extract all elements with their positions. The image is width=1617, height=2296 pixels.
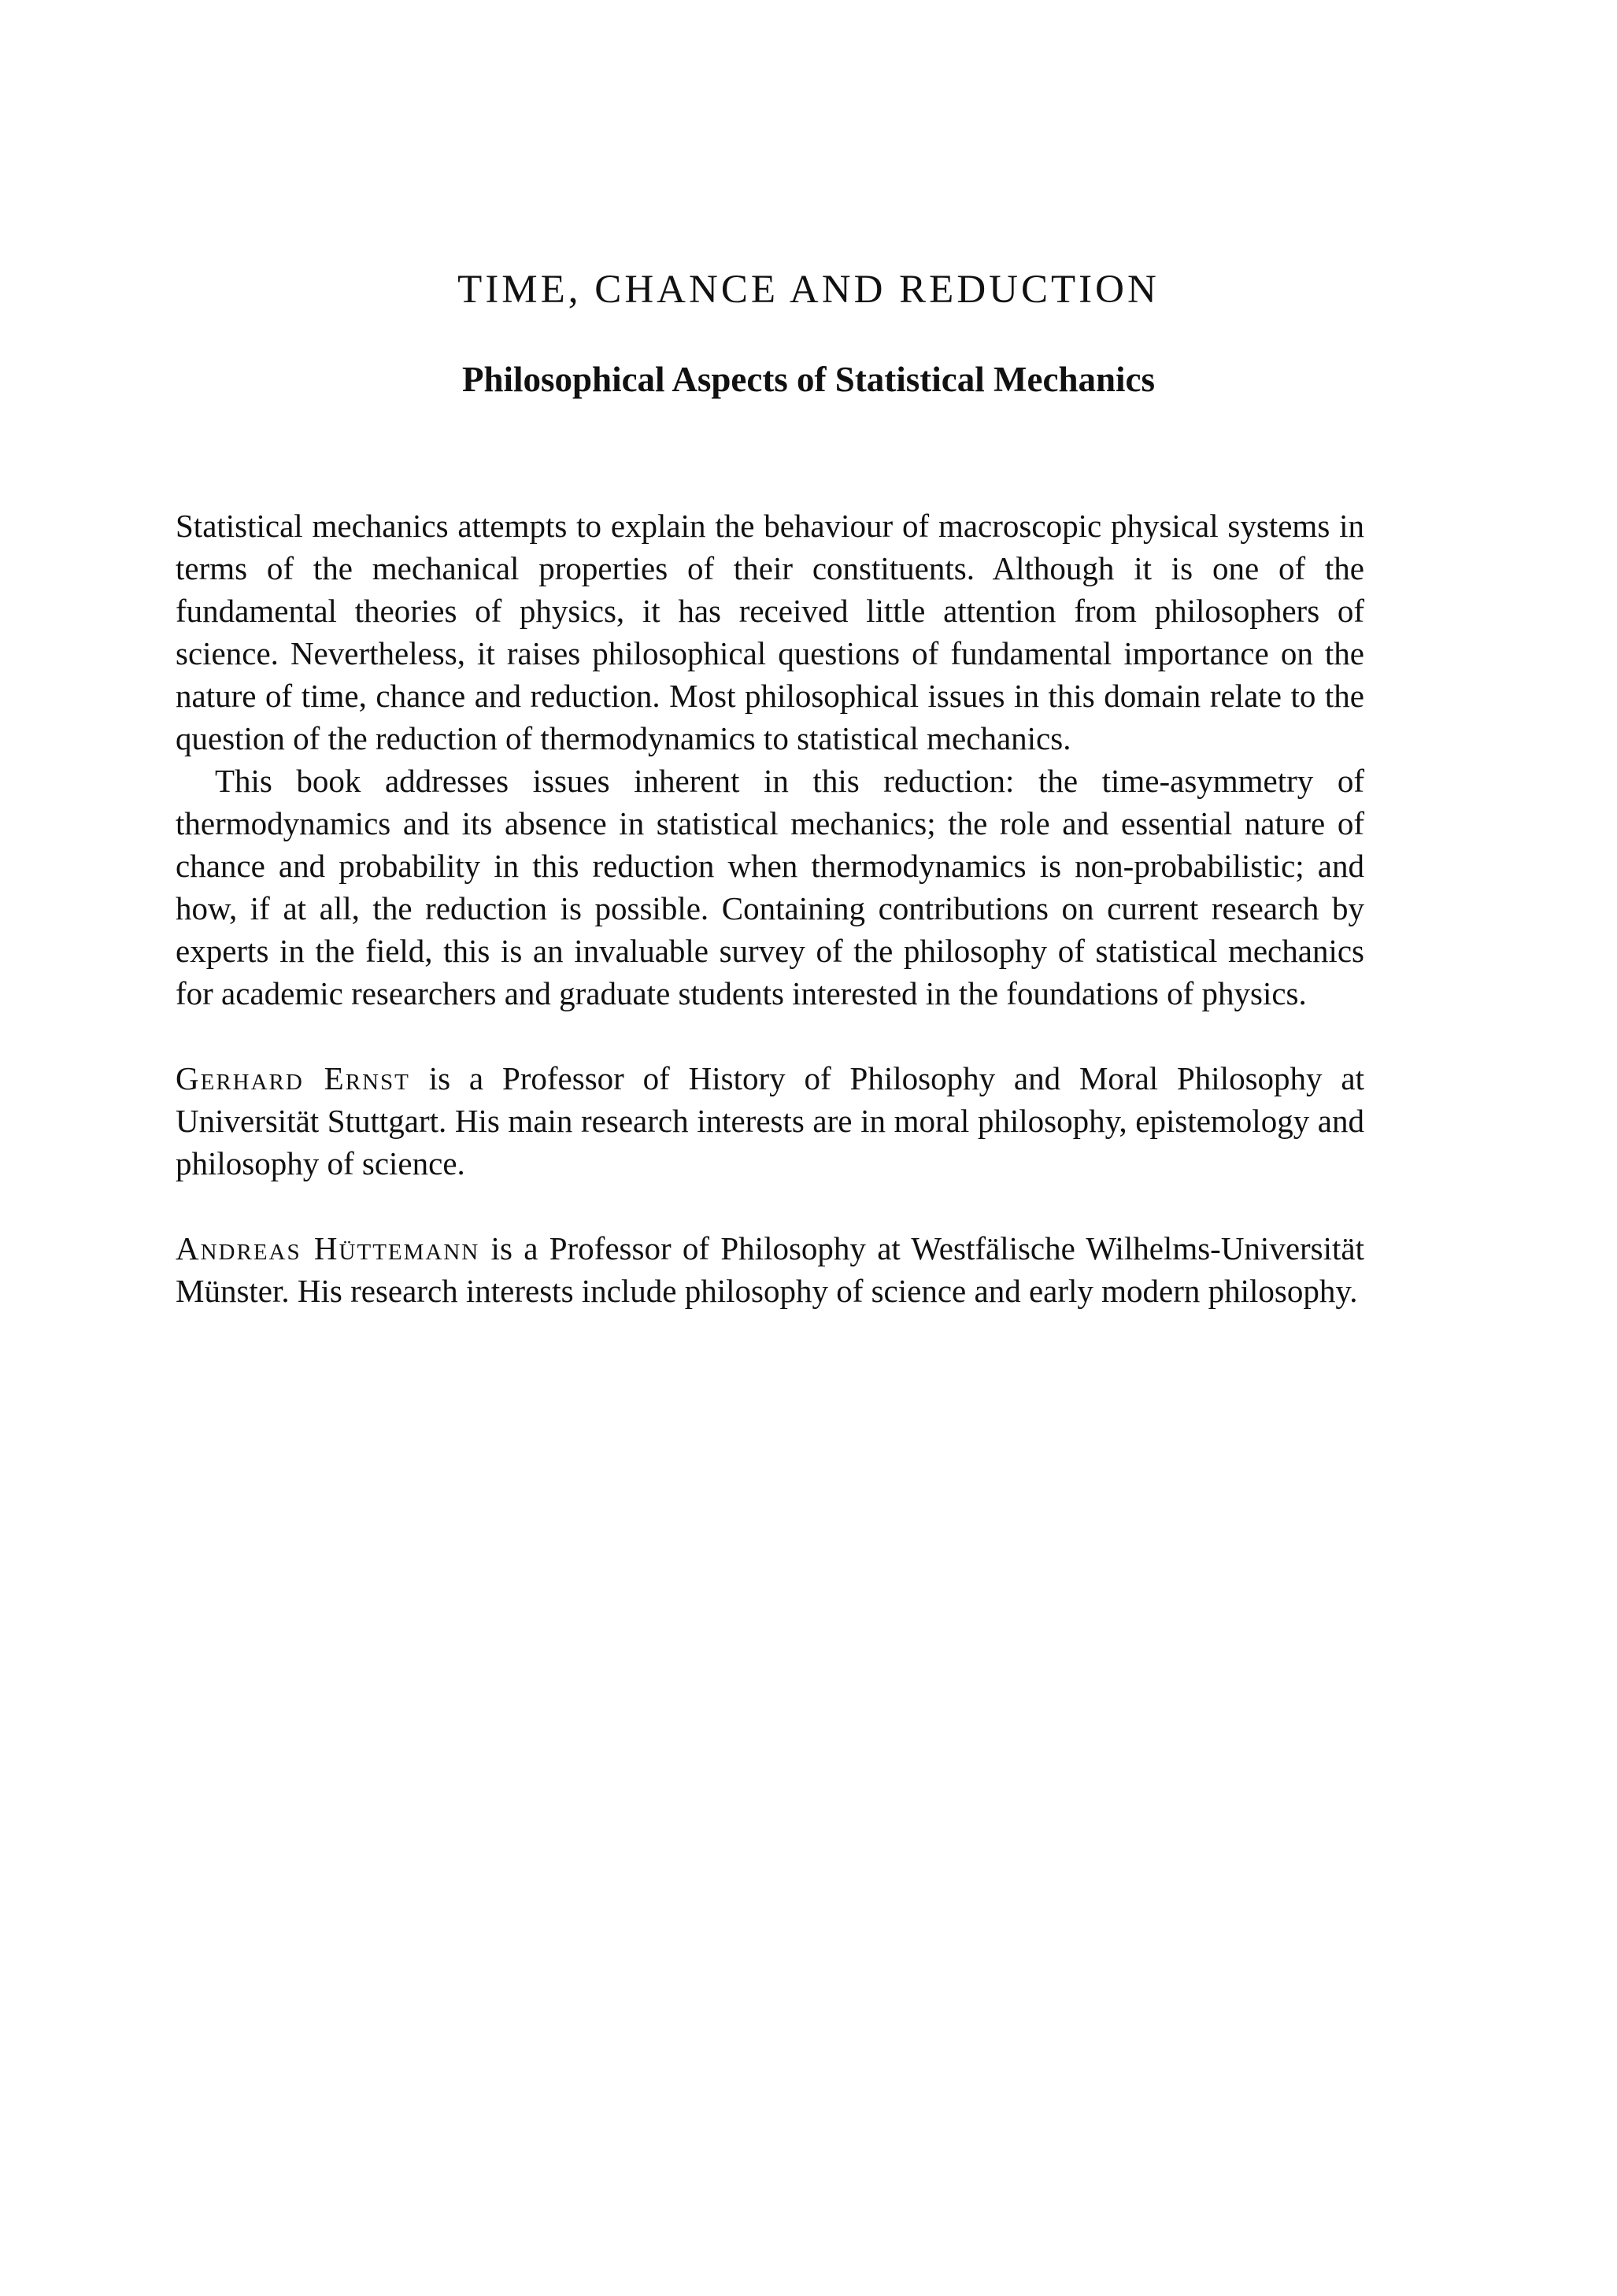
author-bio-huttemann xyxy=(176,1227,1364,1312)
author-bio-text: is a Professor of History of Philosophy and Moral Philosophy at Universität Stuttgart. His main research interests are in moral philosophy, epistemology and philosophy of science. xyxy=(176,1060,1364,1181)
book-title: TIME, CHANCE AND REDUCTION xyxy=(457,268,1160,312)
author-bio-ernst xyxy=(176,1057,1364,1185)
book-subtitle: Philosophical Aspects of Statistical Mechanics xyxy=(462,360,1155,399)
blurb-body xyxy=(176,505,1364,1312)
author-name: Gerhard Ernst xyxy=(176,1060,410,1096)
description-paragraph-2: This book addresses issues inherent in this reduction: the time-asymmetry of thermodynamics and its absence in statistical mechanics; the role and essential nature of chance and probability in this reduction when thermodynamics is non-probabilistic; and how, if at all, the reduction is possible. Containing contributions on current research by experts in the field, this is an invaluable survey of the philosophy of statistical mechanics for academic researchers and graduate students interested in the foundations of physics. xyxy=(176,763,1364,1011)
author-name: Andreas Hüttemann xyxy=(176,1230,480,1266)
description-paragraph-1: Statistical mechanics attempts to explain the behaviour of macroscopic physical systems in terms of the mechanical properties of their constituents. Although it is one of the fundamental theories of physics, it has received little attention from philosophers of science. Nevertheless, it raises philosophical questions of fundamental importance on the nature of time, chance and reduction. Most philosophical issues in this domain relate to the question of the reduction of thermodynamics to statistical mechanics. xyxy=(176,508,1364,756)
author-bio-text: is a Professor of Philosophy at Westfälische Wilhelms-Universität Münster. His research interests include philosophy of science and early modern philosophy. xyxy=(176,1230,1365,1309)
